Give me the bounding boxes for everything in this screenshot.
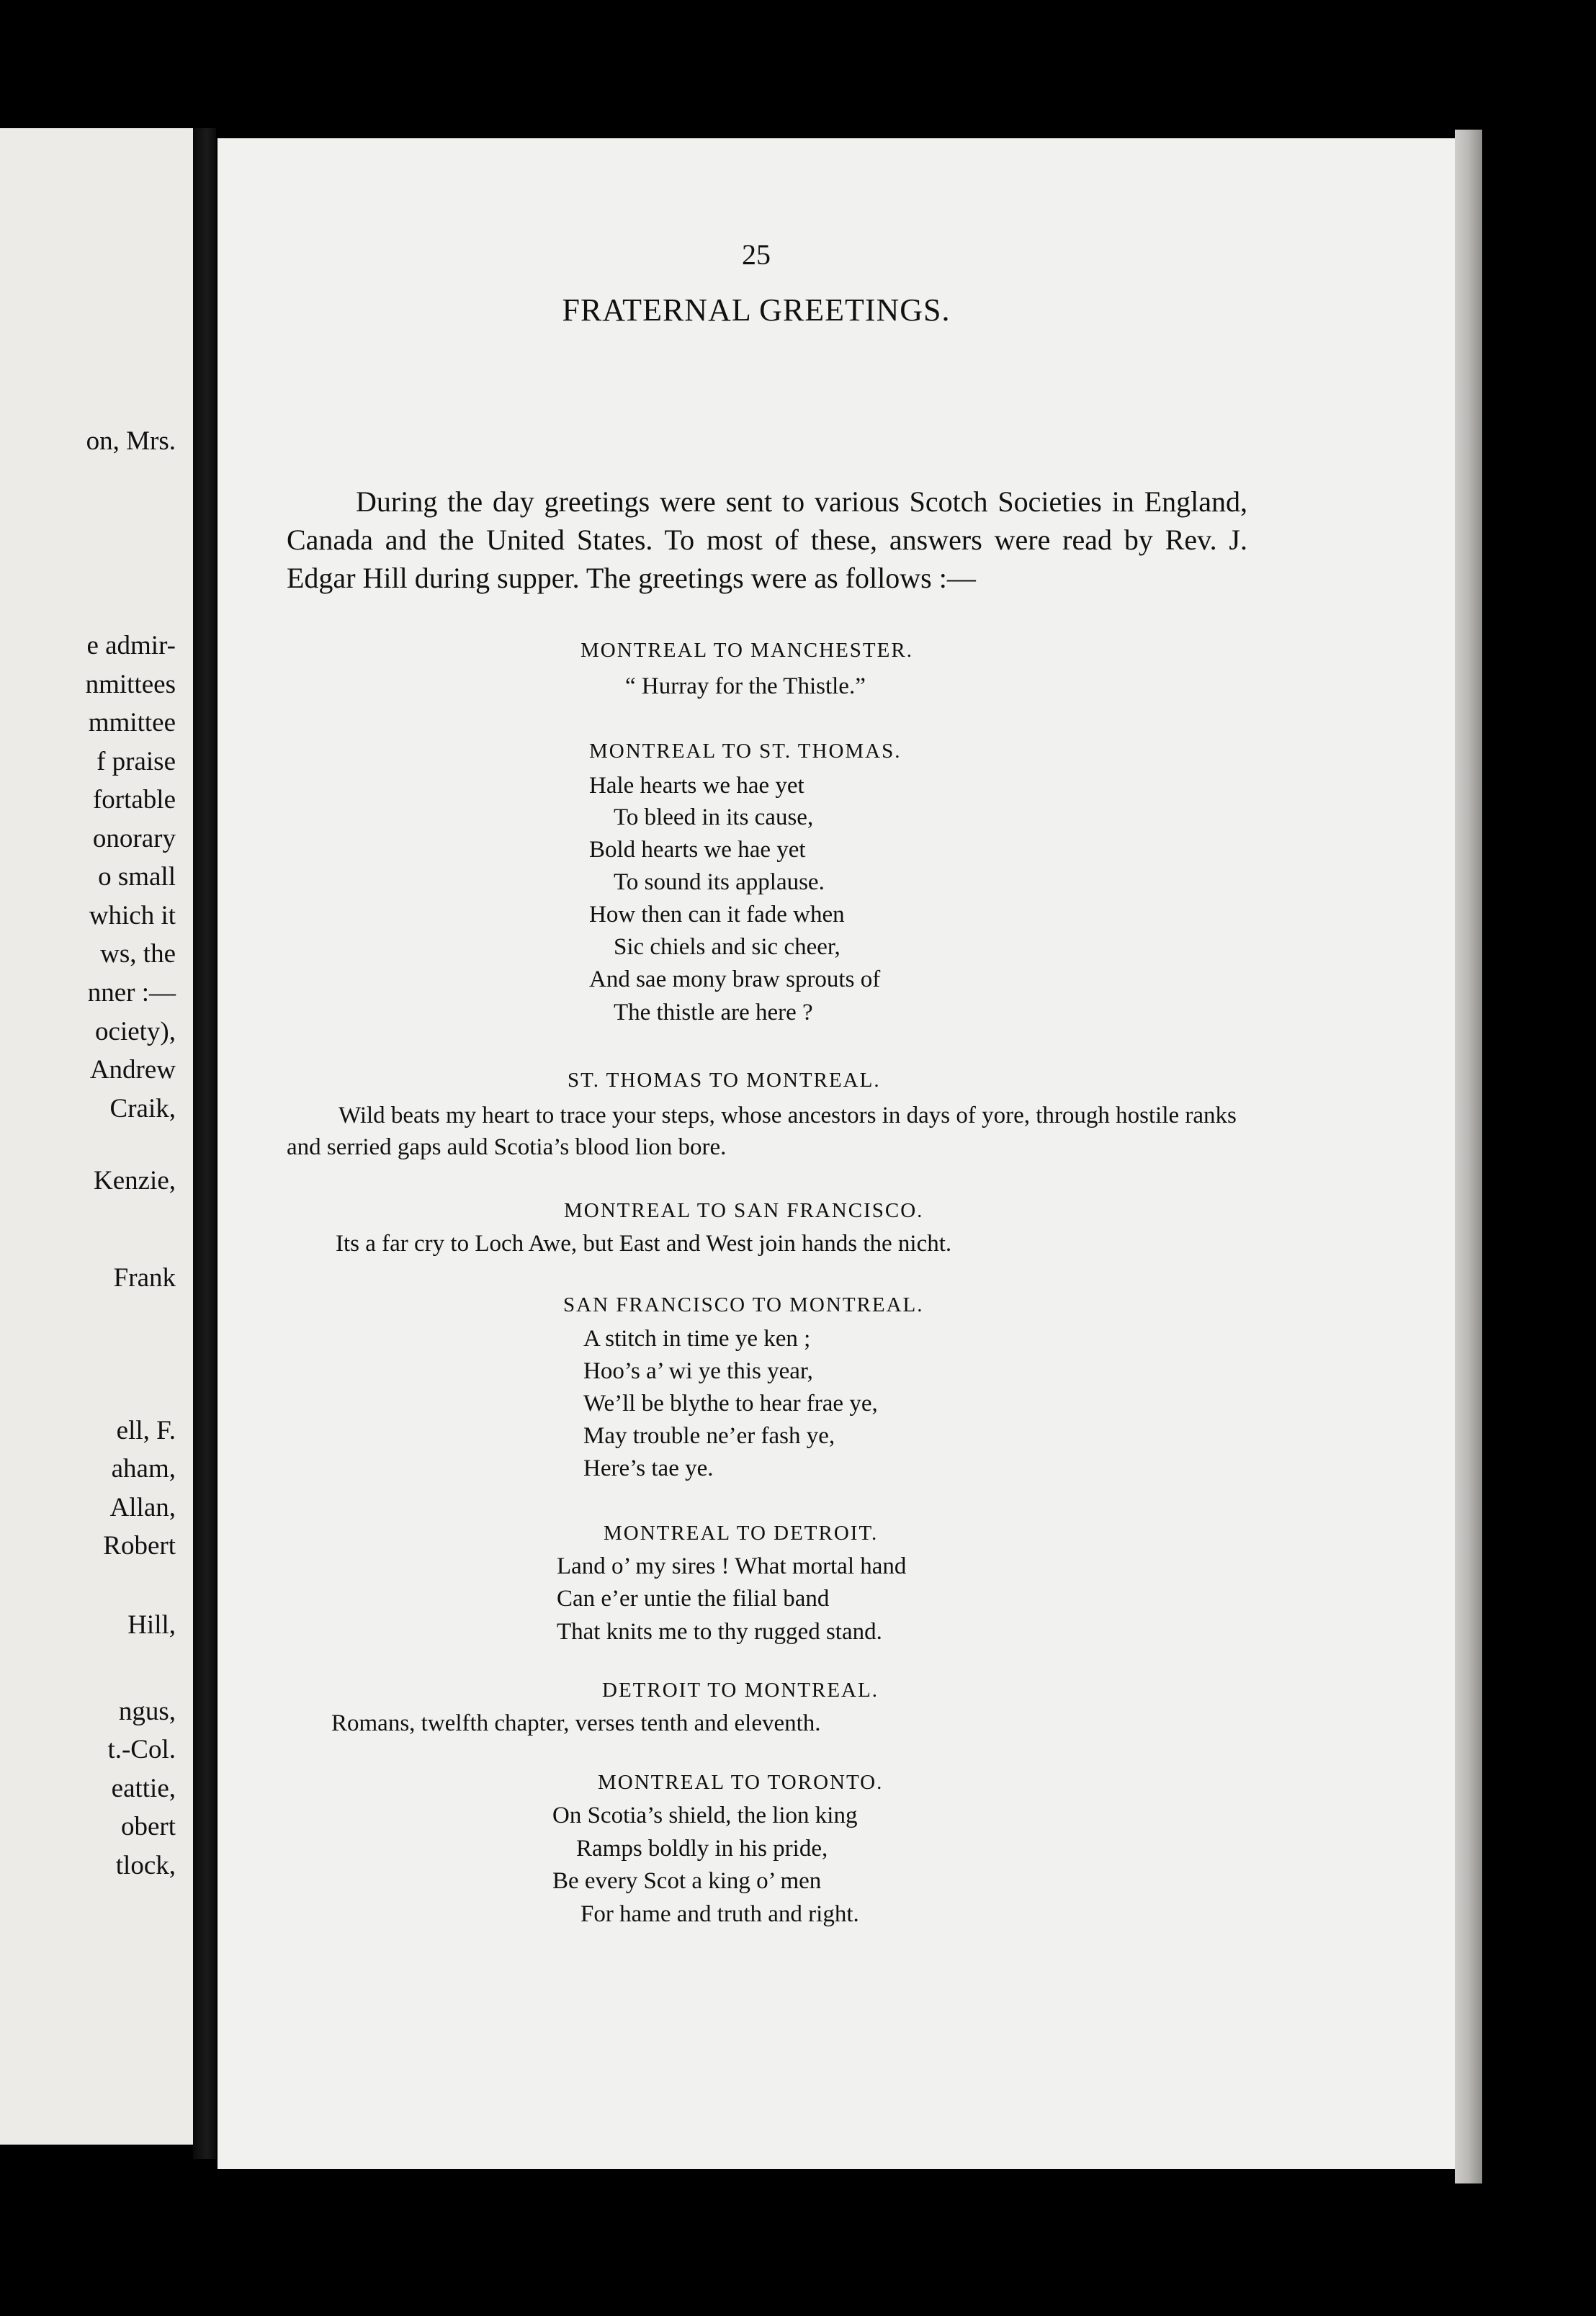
left-text-fragment: on, Mrs.	[86, 426, 176, 456]
greeting-line: Romans, twelfth chapter, verses tenth and eleventh.	[331, 1710, 821, 1736]
left-text-fragment: o small	[98, 862, 176, 892]
poem-line: Land o’ my sires ! What mortal hand	[557, 1553, 907, 1579]
left-text-fragment: which it	[89, 901, 176, 930]
left-text-fragment: ociety),	[95, 1017, 176, 1046]
left-text-fragment: ell, F.	[116, 1416, 176, 1445]
greeting-heading: MONTREAL TO SAN FRANCISCO.	[564, 1199, 924, 1222]
greeting-line: “ Hurray for the Thistle.”	[625, 673, 866, 699]
left-text-fragment: f praise	[97, 747, 176, 776]
poem-line: For hame and truth and right.	[580, 1901, 859, 1927]
greeting-heading: MONTREAL TO DETROIT.	[604, 1522, 879, 1545]
poem-line: May trouble ne’er fash ye,	[583, 1423, 835, 1449]
left-text-fragment: e admir-	[86, 631, 176, 660]
poem-line: The thistle are here ?	[614, 1000, 813, 1025]
left-text-fragment: obert	[120, 1812, 176, 1841]
left-text-fragment: aham,	[111, 1454, 176, 1484]
left-text-fragment: mmittee	[88, 708, 176, 737]
page-title: FRATERNAL GREETINGS.	[562, 292, 951, 328]
poem-line: How then can it fade when	[589, 902, 845, 928]
left-text-fragment: eattie,	[111, 1774, 176, 1803]
left-text-fragment: onorary	[92, 824, 176, 853]
poem-line: Be every Scot a king o’ men	[552, 1868, 822, 1894]
greeting-prose: Wild beats my heart to trace your steps, whose ancestors in days of yore, through hostile ranks and serried gaps auld Scotia’s blood lion bore.	[287, 1103, 1237, 1160]
poem-line: A stitch in time ye ken ;	[583, 1326, 811, 1352]
left-facing-page	[0, 128, 193, 2145]
intro-paragraph: During the day greetings were sent to various Scotch Societies in England, Canada and the United States. To most of these, answers were read by Rev. J. Edgar Hill during supper. The greetings were as follows :—	[287, 485, 1247, 594]
poem-line: To bleed in its cause,	[614, 804, 814, 830]
left-text-fragment: ngus,	[118, 1697, 176, 1726]
poem-line: Ramps boldly in his pride,	[576, 1836, 828, 1862]
greeting-heading: MONTREAL TO ST. THOMAS.	[589, 740, 902, 763]
left-text-fragment: ws, the	[100, 939, 176, 969]
left-text-fragment: Kenzie,	[93, 1166, 176, 1195]
greeting-heading: MONTREAL TO MANCHESTER.	[580, 639, 913, 662]
poem-line: To sound its applause.	[614, 869, 825, 895]
poem-line: That knits me to thy rugged stand.	[557, 1619, 882, 1645]
left-text-fragment: Robert	[103, 1531, 176, 1561]
left-text-fragment: nner :—	[87, 978, 176, 1007]
left-text-fragment: Craik,	[109, 1094, 176, 1123]
page-number: 25	[742, 238, 771, 271]
left-text-fragment: Frank	[113, 1263, 176, 1293]
left-text-fragment: tlock,	[115, 1851, 176, 1880]
poem-line: Bold hearts we hae yet	[589, 837, 806, 863]
poem-line: Hoo’s a’ wi ye this year,	[583, 1358, 813, 1384]
left-text-fragment: t.-Col.	[107, 1735, 176, 1764]
greeting-heading: ST. THOMAS TO MONTREAL.	[568, 1069, 881, 1092]
left-text-fragment: Hill,	[127, 1610, 176, 1640]
left-text-fragment: Andrew	[89, 1055, 176, 1085]
book-gutter	[193, 128, 216, 2159]
greeting-heading: SAN FRANCISCO TO MONTREAL.	[563, 1293, 924, 1316]
poem-line: We’ll be blythe to hear frae ye,	[583, 1391, 878, 1417]
poem-line: Here’s tae ye.	[583, 1455, 714, 1481]
greeting-heading: MONTREAL TO TORONTO.	[598, 1771, 884, 1794]
poem-line: And sae mony braw sprouts of	[589, 966, 881, 992]
left-text-fragment: Allan,	[109, 1493, 176, 1522]
left-text-fragment: fortable	[92, 785, 176, 814]
left-text-fragment: nmittees	[85, 670, 176, 699]
poem-line: Hale hearts we hae yet	[589, 773, 804, 799]
poem-line: Sic chiels and sic cheer,	[614, 934, 840, 960]
poem-line: Can e’er untie the filial band	[557, 1586, 830, 1612]
poem-line: On Scotia’s shield, the lion king	[552, 1803, 858, 1828]
greeting-heading: DETROIT TO MONTREAL.	[602, 1679, 879, 1702]
greeting-line: Its a far cry to Loch Awe, but East and West join hands the nicht.	[336, 1231, 952, 1257]
page-edge	[1455, 130, 1482, 2183]
